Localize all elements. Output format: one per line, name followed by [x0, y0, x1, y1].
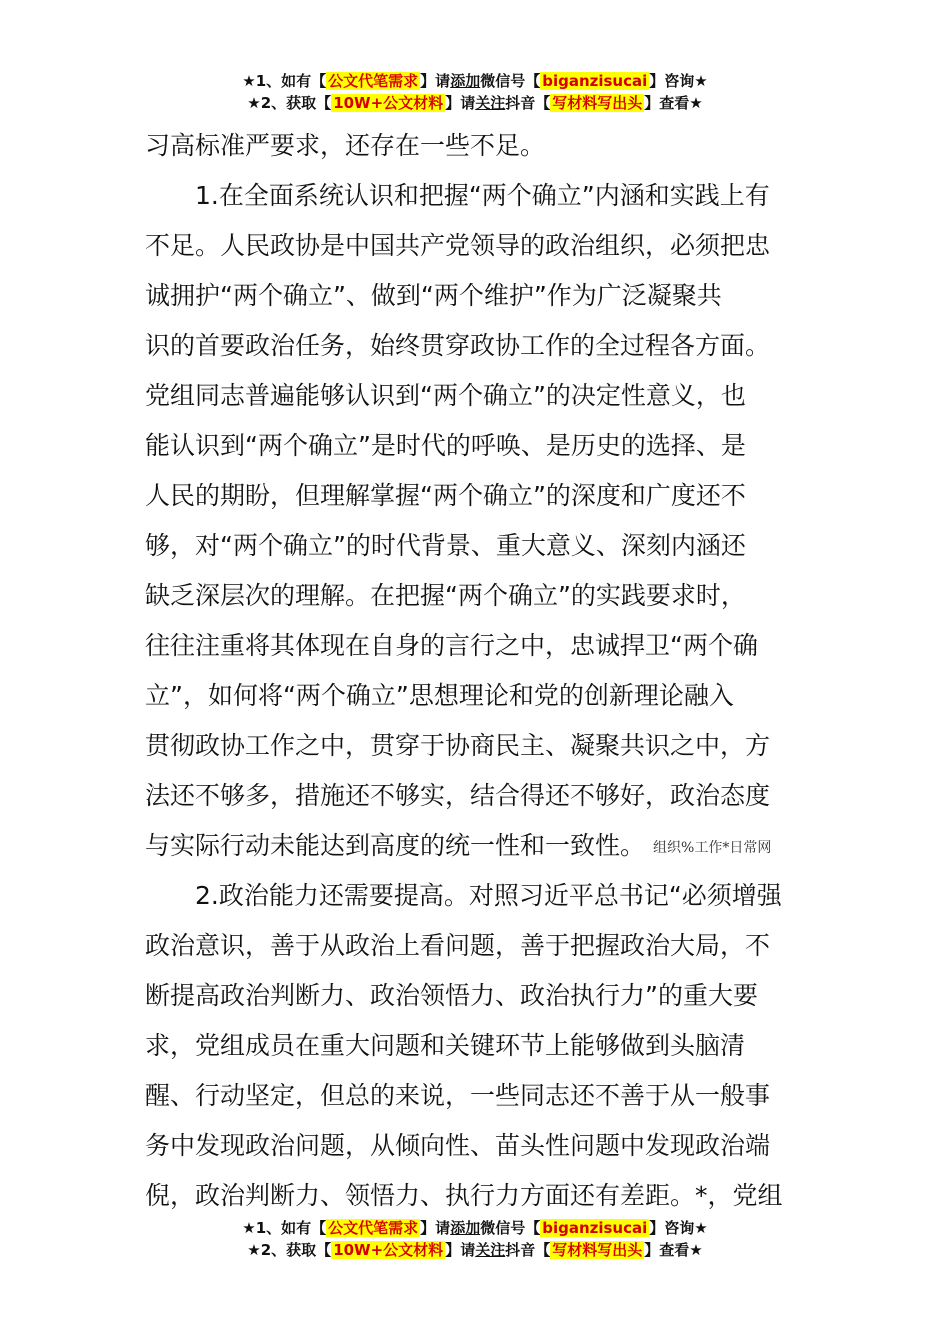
banner-text: 】请 [445, 1241, 476, 1259]
text-line: 1.在全面系统认识和把握“两个确立”内涵和实践上有 [145, 181, 770, 210]
highlight-service: 公文代笔需求 [328, 1219, 419, 1237]
text-line: 习高标准严要求，还存在一些不足。 [145, 131, 546, 160]
banner-text: 】请 [445, 94, 476, 112]
header-banner [0, 70, 950, 114]
text-line: 往往注重将其体现在自身的言行之中，忠诚捍卫“两个确 [145, 631, 758, 660]
highlight-douyin: 写材料写出头 [552, 1241, 643, 1259]
text-line: 求，党组成员在重大问题和关键环节上能够做到头脑清 [145, 1031, 746, 1060]
banner-underlined: 添加 [450, 1219, 481, 1237]
document-body [145, 121, 810, 1221]
banner-text: 抖音【 [505, 94, 551, 112]
banner-text: 】咨询★ [649, 72, 708, 90]
banner-line-1 [0, 1217, 950, 1239]
highlight-wechat-id: biganzisucai [542, 72, 648, 90]
text-line: 立”，如何将“两个确立”思想理论和党的创新理论融入 [145, 681, 734, 710]
text-line: 与实际行动未能达到高度的统一性和一致性。 [145, 831, 646, 860]
banner-text: 】查看★ [644, 1241, 703, 1259]
banner-text: ★1、如有【 [242, 72, 327, 90]
banner-line-1 [0, 70, 950, 92]
banner-underlined: 关注 [475, 94, 506, 112]
highlight-service: 公文代笔需求 [328, 72, 419, 90]
banner-text: 】查看★ [644, 94, 703, 112]
banner-text: ★2、获取【 [247, 1241, 332, 1259]
banner-line-2 [0, 1239, 950, 1261]
text-line: 政治意识，善于从政治上看问题，善于把握政治大局，不 [145, 931, 771, 960]
text-line: 缺乏深层次的理解。在把握“两个确立”的实践要求时， [145, 581, 746, 610]
text-line: 倪，政治判断力、领悟力、执行力方面还有差距。*，党组 [145, 1181, 783, 1210]
banner-underlined: 关注 [475, 1241, 506, 1259]
banner-text: 微信号【 [480, 1219, 541, 1237]
banner-text: 微信号【 [480, 72, 541, 90]
text-line: 诚拥护“两个确立”、做到“两个维护”作为广泛凝聚共 [145, 281, 722, 310]
text-line: 法还不够多，措施还不够实，结合得还不够好，政治态度 [145, 781, 771, 810]
banner-text: ★1、如有【 [242, 1219, 327, 1237]
footer-banner [0, 1217, 950, 1261]
banner-text: 】咨询★ [649, 1219, 708, 1237]
text-line: 务中发现政治问题，从倾向性、苗头性问题中发现政治端 [145, 1131, 771, 1160]
banner-text: 】请 [420, 72, 451, 90]
text-line: 能认识到“两个确立”是时代的呼唤、是历史的选择、是 [145, 431, 746, 460]
text-line: 识的首要政治任务，始终贯穿政协工作的全过程各方面。 [145, 331, 771, 360]
banner-text: 】请 [420, 1219, 451, 1237]
highlight-materials: 10W+公文材料 [333, 1241, 444, 1259]
text-line: 贯彻政协工作之中，贯穿于协商民主、凝聚共识之中，方 [145, 731, 771, 760]
text-line-with-note [145, 821, 810, 871]
highlight-wechat-id: biganzisucai [542, 1219, 648, 1237]
banner-text: 抖音【 [505, 1241, 551, 1259]
text-line: 党组同志普遍能够认识到“两个确立”的决定性意义，也 [145, 381, 746, 410]
highlight-douyin: 写材料写出头 [552, 94, 643, 112]
text-line: 2.政治能力还需要提高。对照习近平总书记“必须增强 [145, 881, 782, 910]
banner-line-2 [0, 92, 950, 114]
text-line: 断提高政治判断力、政治领悟力、政治执行力”的重大要 [145, 981, 758, 1010]
text-line: 人民的期盼，但理解掌握“两个确立”的深度和广度还不 [145, 481, 746, 510]
banner-underlined: 添加 [450, 72, 481, 90]
banner-text: ★2、获取【 [247, 94, 332, 112]
text-line: 不足。人民政协是中国共产党领导的政治组织，必须把忠 [145, 231, 771, 260]
text-line: 醒、行动坚定，但总的来说，一些同志还不善于从一般事 [145, 1081, 771, 1110]
text-line: 够，对“两个确立”的时代背景、重大意义、深刻内涵还 [145, 531, 746, 560]
highlight-materials: 10W+公文材料 [333, 94, 444, 112]
watermark-note: 组织%工作*日常网 [653, 840, 772, 856]
